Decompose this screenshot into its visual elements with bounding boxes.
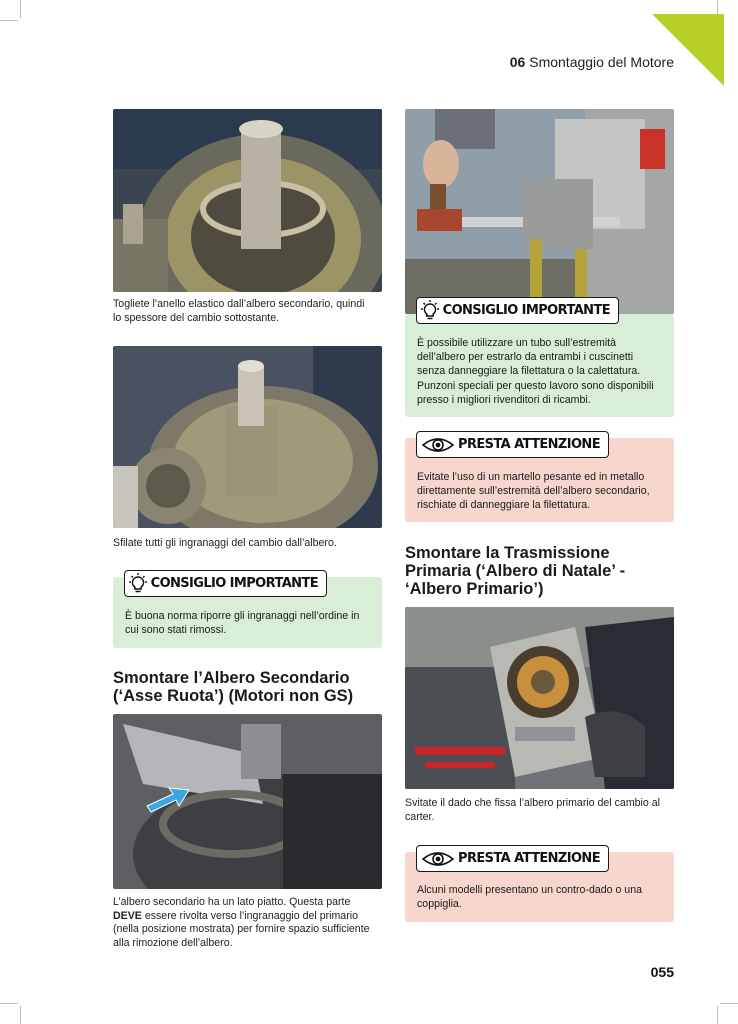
caption-flat-side bbox=[113, 896, 381, 950]
photo-primary-nut bbox=[405, 607, 674, 789]
corner-accent bbox=[652, 14, 724, 86]
section-heading: Smontare la Trasmissione Primaria (‘Albero di Natale’ - ‘Albero Primario’) bbox=[405, 544, 626, 598]
tip-label-text: CONSIGLIO IMPORTANTE bbox=[150, 576, 318, 591]
crop-mark bbox=[20, 0, 21, 18]
crop-mark bbox=[717, 1006, 718, 1024]
section-heading: Smontare l’Albero Secondario (‘Asse Ruota’) (Motori non GS) bbox=[113, 669, 354, 705]
running-header bbox=[510, 54, 674, 70]
caption-part: essere rivolta verso l’ingranaggio del primario (nella posizione mostrata) per fornire spazio sufficiente alla rimozione dell’albero. bbox=[113, 909, 370, 949]
caption-part: L’albero secondario ha un lato piatto. Questa parte bbox=[113, 896, 351, 908]
warning-label bbox=[416, 845, 609, 872]
photo-circlip-removal bbox=[113, 109, 382, 292]
tip-label-text: CONSIGLIO IMPORTANTE bbox=[442, 303, 610, 318]
caption-emphasis: DEVE bbox=[113, 909, 142, 922]
crop-mark bbox=[0, 20, 18, 21]
chapter-number: 06 bbox=[509, 54, 526, 70]
page-number: 055 bbox=[650, 964, 674, 980]
photo-flat-side-shaft bbox=[113, 714, 382, 889]
caption-primary-nut: Svitate il dado che fissa l’albero primario del cambio al carter. bbox=[405, 797, 660, 823]
crop-mark bbox=[0, 1003, 18, 1004]
tip-text: È possibile utilizzare un tubo sull’estremità dell’albero per estrarlo da entrambi i cuscinetti senza danneggiare la filettatura o la calettatura. Punzoni speciali per questo lavoro sono disponibili presso i migliori rivenditori di ricambi. bbox=[417, 337, 654, 406]
tip-box bbox=[405, 314, 674, 417]
tip-label bbox=[124, 570, 327, 597]
warning-label-text: PRESTA ATTENZIONE bbox=[458, 851, 600, 866]
warning-text: Alcuni modelli presentano un contro-dado o una coppiglia. bbox=[417, 884, 642, 911]
warning-text: Evitate l’uso di un martello pesante ed in metallo direttamente sull’estremità dell’albero secondario, rischiate di danneggiare la filettatura. bbox=[417, 471, 650, 512]
crop-mark bbox=[20, 1006, 21, 1024]
tip-label bbox=[416, 297, 619, 324]
warning-label bbox=[416, 431, 609, 458]
caption-gears: Sfilate tutti gli ingranaggi del cambio dall’albero. bbox=[113, 537, 337, 549]
photo-shaft-extraction bbox=[405, 109, 674, 314]
eye-icon bbox=[417, 436, 458, 454]
eye-icon bbox=[417, 850, 458, 868]
lightbulb-icon bbox=[125, 573, 151, 595]
lightbulb-icon bbox=[417, 300, 443, 322]
tip-text: È buona norma riporre gli ingranaggi nell’ordine in cui sono stati rimossi. bbox=[125, 610, 360, 637]
photo-gears-removal bbox=[113, 346, 382, 528]
caption-circlip: Togliete l’anello elastico dall’albero secondario, quindi lo spessore del cambio sottostante. bbox=[113, 298, 365, 324]
warning-label-text: PRESTA ATTENZIONE bbox=[458, 437, 600, 452]
chapter-title: Smontaggio del Motore bbox=[529, 54, 674, 70]
crop-mark bbox=[720, 1003, 738, 1004]
